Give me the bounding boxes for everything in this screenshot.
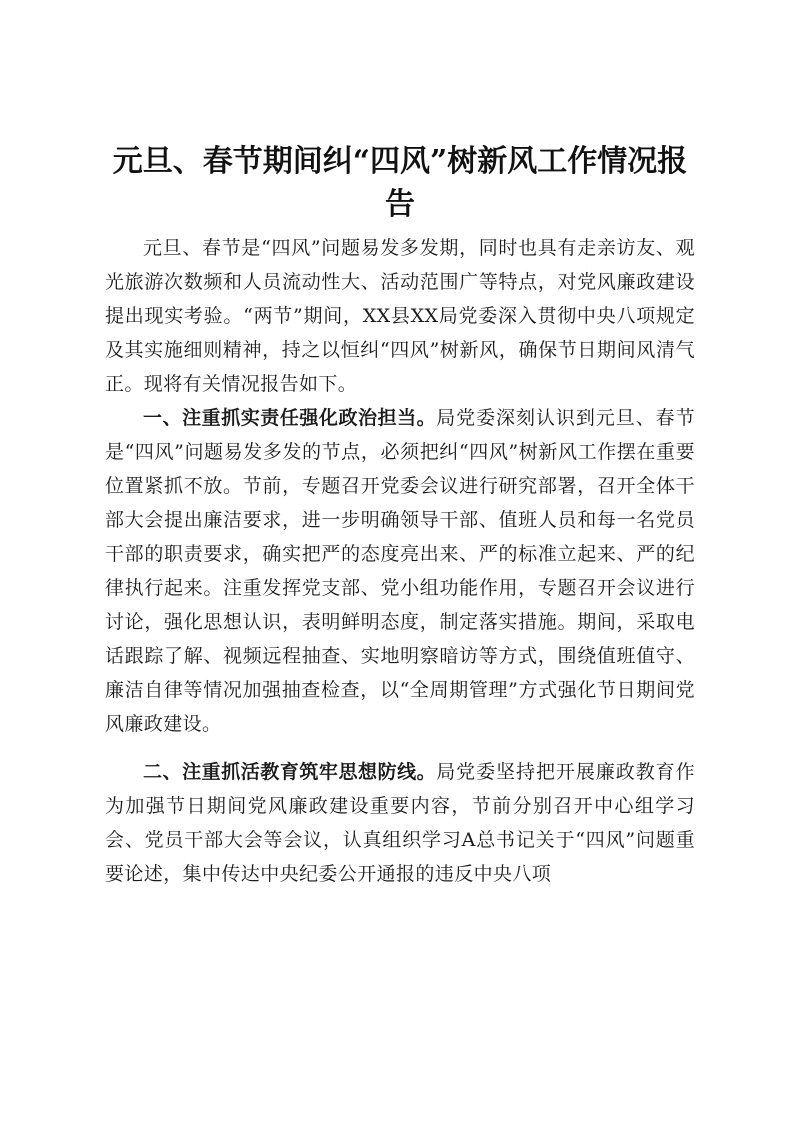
section-2-text: 局党委坚持把开展廉政教育作为加强节日期间党风廉政建设重要内容，节前分别召开中心组学习会、党员干部大会等会议，认真组织学习A总书记关于“四风”问题重要论述，集中传达中央纪委公开通报的违反中央八项 — [105, 761, 695, 885]
section-1-paragraph — [105, 401, 695, 741]
intro-paragraph: 元旦、春节是“四风”问题易发多发期，同时也具有走亲访友、观光旅游次数频和人员流动性大、活动范围广等特点，对党风廉政建设提出现实考验。“两节”期间，XX县XX局党委深入贯彻中央八项规定及其实施细则精神，持之以恒纠“四风”树新风，确保节日期间风清气正。现将有关情况报告如下。 — [105, 237, 695, 395]
section-1-heading: 一、注重抓实责任强化政治担当。 — [143, 407, 437, 429]
section-2-heading: 二、注重抓活教育筑牢思想防线。 — [143, 761, 437, 783]
section-1-text: 局党委深刻认识到元旦、春节是“四风”问题易发多发的节点，必须把纠“四风”树新风工作摆在重要位置紧抓不放。节前，专题召开党委会议进行研究部署，召开全体干部大会提出廉洁要求，进一步明确领导干部、值班人员和每一名党员干部的职责要求，确实把严的态度亮出来、严的标准立起来、严的纪律执行起来。注重发挥党支部、党小组功能作用，专题召开会议进行讨论，强化思想认识，表明鲜明态度，制定落实措施。期间，采取电话跟踪了解、视频远程抽查、实地明察暗访等方式，围绕值班值守、廉洁自律等情况加强抽查检查，以“全周期管理”方式强化节日期间党风廉政建设。 — [105, 407, 695, 735]
document-title: 元旦、春节期间纠“四风”树新风工作情况报告 — [112, 144, 688, 222]
section-2-paragraph — [105, 755, 695, 891]
document-body — [105, 231, 695, 891]
